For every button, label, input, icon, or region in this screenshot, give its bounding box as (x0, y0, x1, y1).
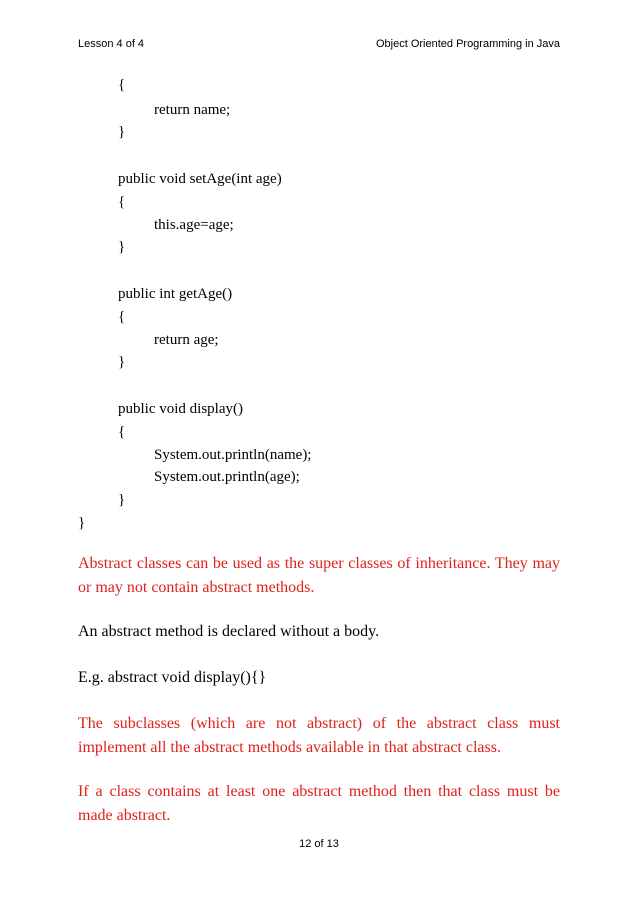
code-line: } (118, 124, 126, 140)
paragraph-abstract-classes: Abstract classes can be used as the super classes of inheritance. They may or may not contain abstract methods. (78, 555, 560, 596)
code-line: { (118, 309, 126, 325)
code-line: { (118, 194, 126, 210)
code-line: this.age=age; (154, 217, 234, 233)
code-line: { (118, 77, 126, 93)
code-line: System.out.println(age); (154, 469, 300, 485)
code-line: } (118, 492, 126, 508)
header-course-title: Object Oriented Programming in Java (375, 38, 560, 50)
code-line: } (78, 515, 86, 531)
code-line: System.out.println(name); (154, 447, 312, 463)
paragraph-example: E.g. abstract void display(){} (78, 669, 267, 686)
code-line: } (118, 239, 126, 255)
paragraph-abstract-rule: If a class contains at least one abstract method then that class must be made abstract. (78, 783, 560, 824)
code-line: public void setAge(int age) (118, 171, 282, 187)
header-lesson: Lesson 4 of 4 (78, 38, 145, 50)
code-line: return age; (154, 332, 219, 348)
code-line: return name; (154, 102, 231, 118)
code-line: public int getAge() (118, 286, 233, 302)
paragraph-abstract-method: An abstract method is declared without a body. (78, 623, 380, 640)
paragraph-subclasses: The subclasses (which are not abstract) of the abstract class must implement all the abstract methods available in that abstract class. (78, 715, 560, 756)
code-line: { (118, 424, 126, 440)
code-line: } (118, 354, 126, 370)
code-line: public void display() (118, 401, 243, 417)
page-number: 12 of 13 (299, 838, 339, 850)
